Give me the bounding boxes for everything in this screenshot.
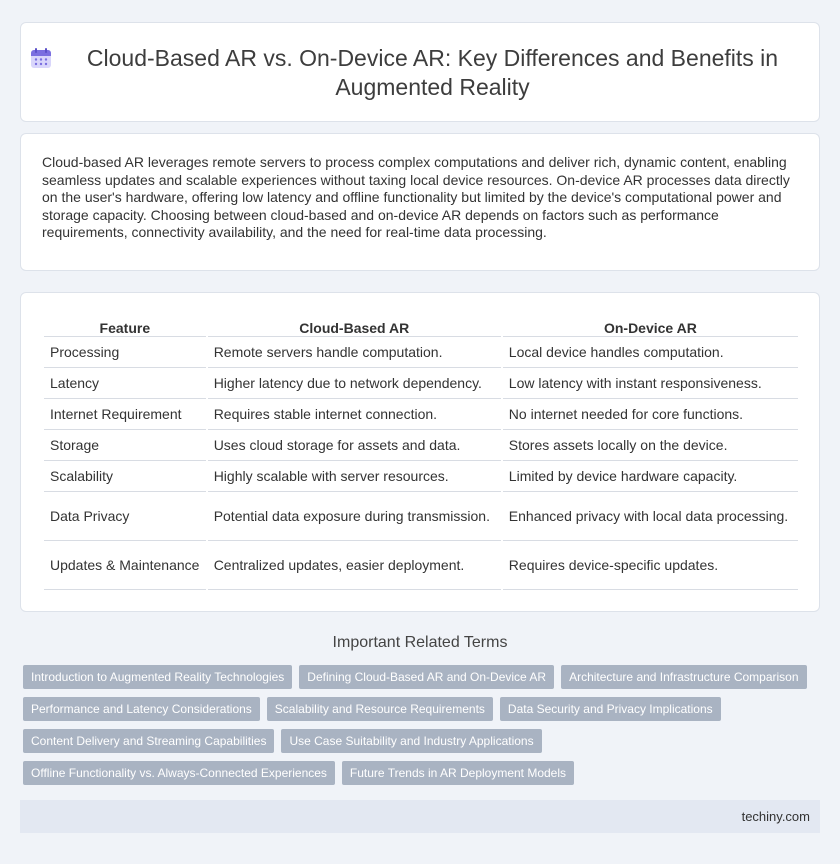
table-row [44,399,798,430]
feature-cell: Internet Requirement [44,399,206,430]
comparison-table [42,313,800,590]
term-tag[interactable]: Use Case Suitability and Industry Applications [281,729,541,753]
footer-brand-link[interactable]: techiny.com [741,809,810,824]
footer [20,800,820,833]
cloud-cell: Higher latency due to network dependency. [208,368,501,399]
table-row [44,541,798,590]
feature-cell: Storage [44,430,206,461]
term-tag[interactable]: Performance and Latency Considerations [23,697,260,721]
feature-cell: Scalability [44,461,206,492]
page-title: Cloud-Based AR vs. On-Device AR: Key Differences and Benefits in Augmented Reality [86,45,779,100]
term-tag[interactable]: Defining Cloud-Based AR and On-Device AR [299,665,554,689]
header-cloud-based-ar: Cloud-Based AR [208,313,501,337]
term-tag[interactable]: Architecture and Infrastructure Comparison [561,665,806,689]
term-tag[interactable]: Data Security and Privacy Implications [500,697,721,721]
header-on-device-ar: On-Device AR [503,313,798,337]
cloud-cell: Remote servers handle computation. [208,337,501,368]
feature-cell: Latency [44,368,206,399]
term-tag[interactable]: Scalability and Resource Requirements [267,697,493,721]
cloud-cell: Centralized updates, easier deployment. [208,541,501,590]
intro-card [20,133,820,271]
comparison-table-card [20,292,820,612]
table-row [44,492,798,541]
table-row [44,461,798,492]
feature-cell: Processing [44,337,206,368]
table-row [44,368,798,399]
intro-paragraph: Cloud-based AR leverages remote servers to process complex computations and deliver rich, dynamic content, enabling seamless updates and scalable experiences without taxing local device resources. On-device AR processes data directly on the user's hardware, offering low latency and offline functionality but limited by the device's computational power and storage capacity. Choosing between cloud-based and on-device AR depends on factors such as performance requirements, connectivity availability, and the need for real-time data processing. [42,154,790,240]
table-header-row [44,313,798,337]
device-cell: Low latency with instant responsiveness. [503,368,798,399]
term-tag[interactable]: Offline Functionality vs. Always-Connected Experiences [23,761,335,785]
device-cell: Local device handles computation. [503,337,798,368]
device-cell: Stores assets locally on the device. [503,430,798,461]
related-terms-list [23,665,823,793]
table-row [44,337,798,368]
device-cell: Enhanced privacy with local data processing. [503,492,798,541]
header-card [20,22,820,122]
device-cell: No internet needed for core functions. [503,399,798,430]
device-cell: Limited by device hardware capacity. [503,461,798,492]
related-terms-heading: Important Related Terms [332,634,508,651]
term-tag[interactable]: Introduction to Augmented Reality Technologies [23,665,292,689]
term-tag[interactable]: Content Delivery and Streaming Capabilities [23,729,274,753]
feature-cell: Data Privacy [44,492,206,541]
cloud-cell: Highly scalable with server resources. [208,461,501,492]
cloud-cell: Potential data exposure during transmission. [208,492,501,541]
device-cell: Requires device-specific updates. [503,541,798,590]
calendar-icon [30,47,52,69]
header-feature: Feature [44,313,206,337]
table-row [44,430,798,461]
term-tag[interactable]: Future Trends in AR Deployment Models [342,761,574,785]
cloud-cell: Uses cloud storage for assets and data. [208,430,501,461]
feature-cell: Updates & Maintenance [44,541,206,590]
cloud-cell: Requires stable internet connection. [208,399,501,430]
